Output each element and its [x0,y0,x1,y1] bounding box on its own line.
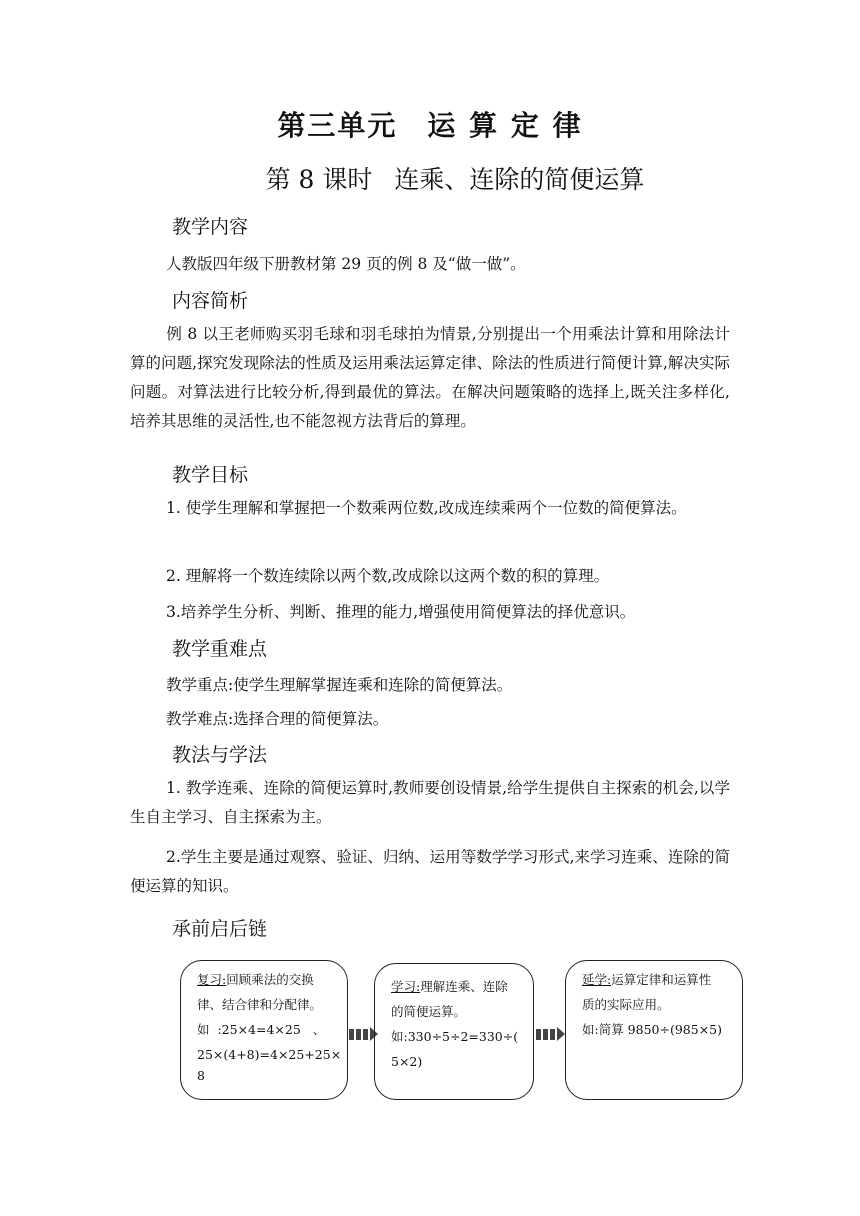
chain-box-review [180,960,348,1100]
goal-item-text: 3.培养学生分析、判断、推理的能力,增强使用简便算法的择优意识。 [166,603,636,621]
chain-box-extend [565,960,743,1100]
content-text: 人教版四年级下册教材第 29 页的例 8 及“做一做”。 [166,255,526,273]
chain-box-line: 如:简算 9850÷(985×5) [582,1022,723,1037]
goal-item-3 [130,598,730,627]
method-item-text: 1. 教学连乘、连除的简便运算时,教师要创设情景,给学生提供自主探索的机会,以学生自主学习、自主探索为主。 [130,779,730,826]
chain-box-line: 律、结合律和分配律。 [197,997,323,1012]
chain-box-label: 延学: [582,972,612,987]
keypoint-focus: 教学重点:使学生理解掌握连乘和连除的简便算法。 [166,676,513,694]
chain-box-line: 质的实际应用。 [582,997,670,1012]
keypoint-difficulty: 教学难点:选择合理的简便算法。 [166,710,389,728]
unit-label: 第三单元 [277,109,398,142]
goal-item-1 [130,494,730,523]
unit-title [0,104,860,144]
chain-box-label: 学习: [391,979,421,994]
section-heading-keypoints: 教学重难点 [172,638,268,660]
chain-box-line: 如 :25×4=4×25 、 [197,1022,326,1037]
chain-box-line: 运算定律和运算性 [611,972,712,987]
section-heading-content: 教学内容 [172,216,249,238]
goal-item-text: 2. 理解将一个数连续除以两个数,改成除以这两个数的积的算理。 [166,567,610,585]
chain-box-line: 5×2) [391,1054,423,1069]
chain-box-line: 25×(4+8)=4×25+25× [197,1047,342,1062]
chain-box-label: 复习: [197,972,227,987]
unit-topic: 运 算 定 律 [427,109,583,142]
lesson-number: 第 8 课时 [265,165,373,194]
arrow-right-icon [557,1027,565,1041]
chain-box-line: 回顾乘法的交换 [226,972,314,987]
method-item-text: 2.学生主要是通过观察、验证、归纳、运用等数学学习形式,来学习连乘、连除的简便运算的知识。 [130,848,730,895]
goal-item-2 [130,562,730,591]
chain-box-learn [374,963,534,1100]
chain-box-line: 8 [197,1068,205,1083]
method-item-1 [130,774,730,832]
lesson-title [0,160,860,196]
section-heading-chain: 承前启后链 [172,918,268,940]
chain-arrow-2 [536,1027,565,1041]
goal-item-text: 1. 使学生理解和掌握把一个数乘两位数,改成连续乘两个一位数的简便算法。 [166,499,687,517]
lesson-name: 连乘、连除的简便运算 [394,165,645,194]
chain-box-line: 如:330÷5÷2=330÷( [391,1029,519,1044]
analysis-paragraph: 例 8 以王老师购买羽毛球和羽毛球拍为情景,分别提出一个用乘法计算和用除法计算的问题,探究发现除法的性质及运用乘法运算定律、除法的性质进行简便计算,解决实际问题。对算法进行比较分析,得到最优的算法。在解决问题策略的选择上,既关注多样化,培养其思维的灵活性,也不能忽视方法背后的算理。 [130,325,730,430]
section-heading-analysis: 内容简析 [172,290,249,312]
analysis-text [130,320,730,436]
method-item-2 [130,843,730,901]
chain-box-line: 的简便运算。 [391,1004,467,1019]
chain-box-line: 理解连乘、连除 [420,979,508,994]
section-heading-methods: 教法与学法 [172,744,268,766]
section-heading-goals: 教学目标 [172,464,249,486]
